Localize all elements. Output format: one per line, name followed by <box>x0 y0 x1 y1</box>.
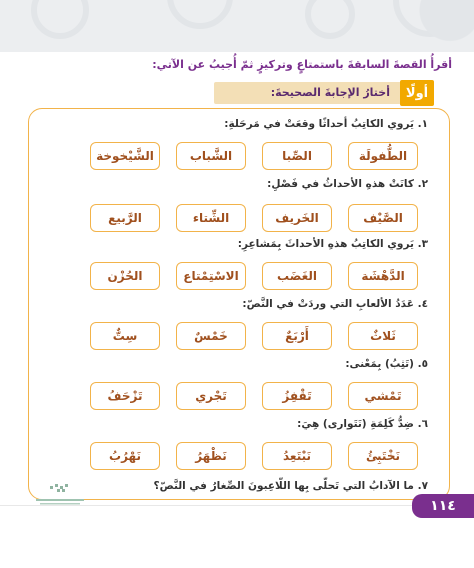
question-1-text: ١. يَروي الكاتِبُ أحداثًا وقعَتْ في مَرحَلةِ: <box>224 118 428 130</box>
question-6-text: ٦. ضِدُّ كَلِمَةِ (نَتَوارى) هِيَ: <box>297 418 428 430</box>
question-3-text: ٣. يَروي الكاتِبُ هذهِ الأحداثَ بِمَشاعِرِ: <box>237 238 428 250</box>
section-title: أختارُ الإجابةَ الصحيحةَ: <box>270 86 390 99</box>
question-1-options <box>88 142 418 170</box>
option-button[interactable]: الغَضَب <box>262 262 332 290</box>
question-4-options <box>88 322 418 350</box>
decorative-header-band <box>0 0 474 52</box>
option-button[interactable]: تَزْحَفُ <box>90 382 160 410</box>
page-number: ١١٤ <box>412 494 474 518</box>
question-5-options <box>88 382 418 410</box>
option-button[interactable]: نَخْتَبِئُ <box>348 442 418 470</box>
option-button[interactable]: الطُّفولَة <box>348 142 418 170</box>
option-button[interactable]: تَمْشي <box>348 382 418 410</box>
decorative-pattern <box>0 0 474 52</box>
option-button[interactable]: ثَلاثٌ <box>348 322 418 350</box>
question-7-text: ٧. ما الآدابُ التي تَحلّى بِها اللّاعِبونَ الصِّغارُ في النَّصّ؟ <box>153 480 428 492</box>
question-5-text: ٥. (تَثِبُ) بِمَعْنى: <box>345 358 428 370</box>
instruction-text: أقرأُ القصةَ السابقةَ باستمتاعٍ وتركيزٍ ثمّ أُجيبُ عن الآتي: <box>152 58 452 71</box>
option-button[interactable]: خَمْسٌ <box>176 322 246 350</box>
question-2-options <box>88 204 418 232</box>
question-4-text: ٤. عَدَدُ الألعابِ التي وردَتْ في النَّصّ: <box>242 298 428 310</box>
option-button[interactable]: أَرْبَعٌ <box>262 322 332 350</box>
option-button[interactable]: الصِّبا <box>262 142 332 170</box>
section-badge: أولًا <box>400 80 434 106</box>
option-button[interactable]: الخَريف <box>262 204 332 232</box>
option-button[interactable]: الاسْتِمْتاع <box>176 262 246 290</box>
option-button[interactable]: الشِّتاء <box>176 204 246 232</box>
option-button[interactable]: الشَّباب <box>176 142 246 170</box>
option-button[interactable]: تَقْفِزُ <box>262 382 332 410</box>
option-button[interactable]: الصَّيْف <box>348 204 418 232</box>
option-button[interactable]: نَبْتَعِدُ <box>262 442 332 470</box>
option-button[interactable]: الحُزْن <box>90 262 160 290</box>
option-button[interactable]: الرَّبيع <box>90 204 160 232</box>
question-2-text: ٢. كانَتْ هذهِ الأحداثُ في فَصْلِ: <box>267 178 428 190</box>
ministry-logo <box>30 482 90 510</box>
question-3-options <box>88 262 418 290</box>
option-button[interactable]: نَهْرُبُ <box>90 442 160 470</box>
option-button[interactable]: تَجْري <box>176 382 246 410</box>
question-6-options <box>88 442 418 470</box>
section-header <box>214 82 434 104</box>
option-button[interactable]: نَظْهَرُ <box>176 442 246 470</box>
option-button[interactable]: الشَّيْخوخة <box>90 142 160 170</box>
option-button[interactable]: سِتٌّ <box>90 322 160 350</box>
option-button[interactable]: الدَّهْشَة <box>348 262 418 290</box>
